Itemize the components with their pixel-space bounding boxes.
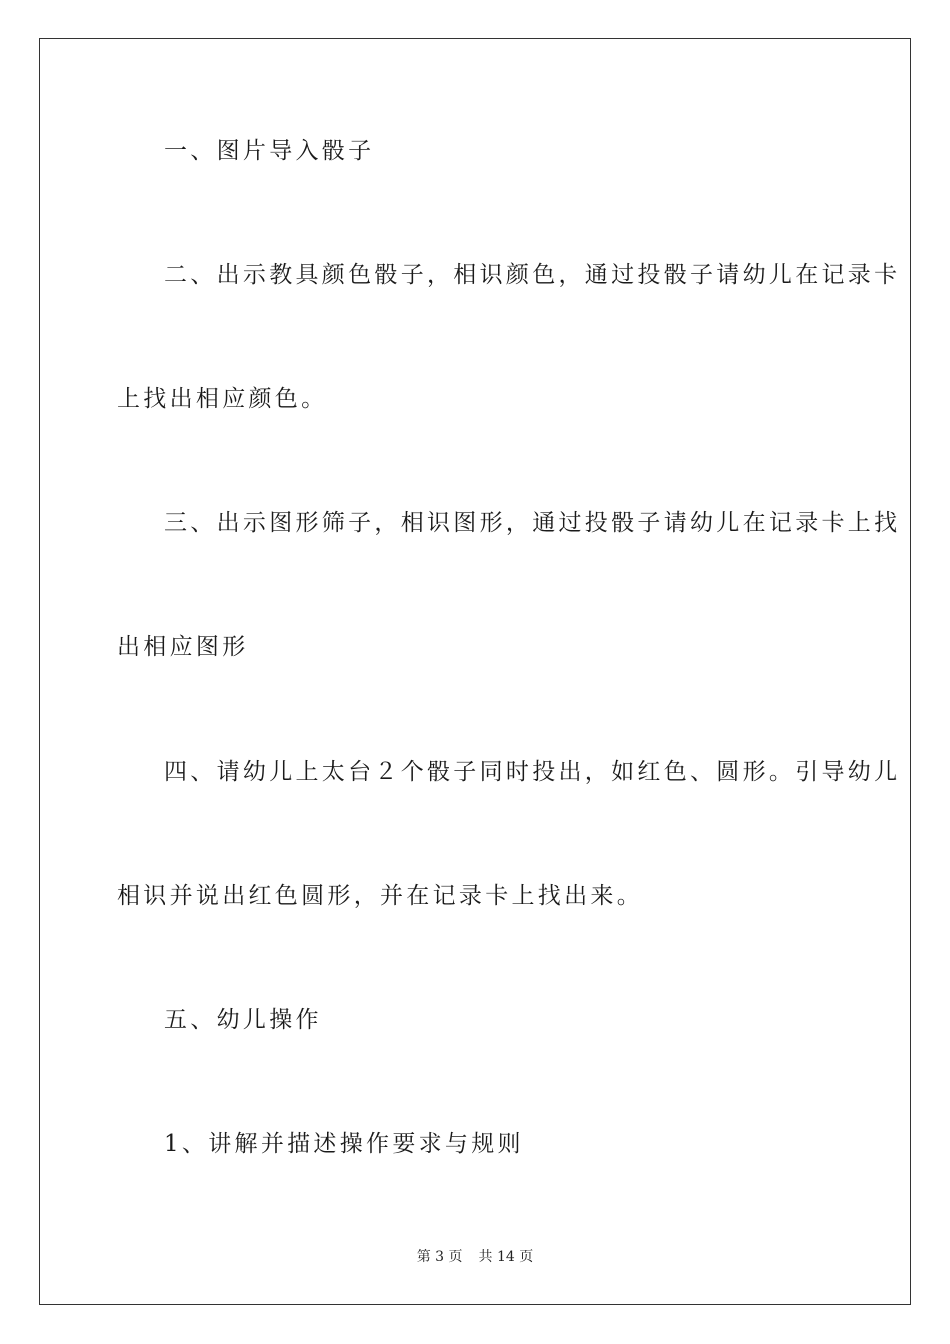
paragraph-line: 四、请幼儿上太台２个骰子同时投出，如红色、圆形。引导幼儿 xyxy=(164,759,901,785)
page-number: 第 3 页 xyxy=(416,1249,463,1265)
paragraph-line: 三、出示图形筛子，相识图形，通过投骰子请幼儿在记录卡上找 xyxy=(164,510,901,536)
paragraph-line: 相识并说出红色圆形，并在记录卡上找出来。 xyxy=(117,883,643,909)
page-footer xyxy=(0,1247,950,1267)
paragraph-line: 五、幼儿操作 xyxy=(164,1007,322,1033)
page-total: 共 14 页 xyxy=(478,1249,534,1265)
paragraph-line: 1、讲解并描述操作要求与规则 xyxy=(164,1131,524,1157)
paragraph-line: 一、图片导入骰子 xyxy=(164,138,375,164)
page-border xyxy=(39,38,911,1305)
paragraph-line: 二、出示教具颜色骰子，相识颜色，通过投骰子请幼儿在记录卡 xyxy=(164,262,901,288)
paragraph-line: 上找出相应颜色。 xyxy=(117,386,328,412)
paragraph-line: 出相应图形 xyxy=(117,634,249,660)
